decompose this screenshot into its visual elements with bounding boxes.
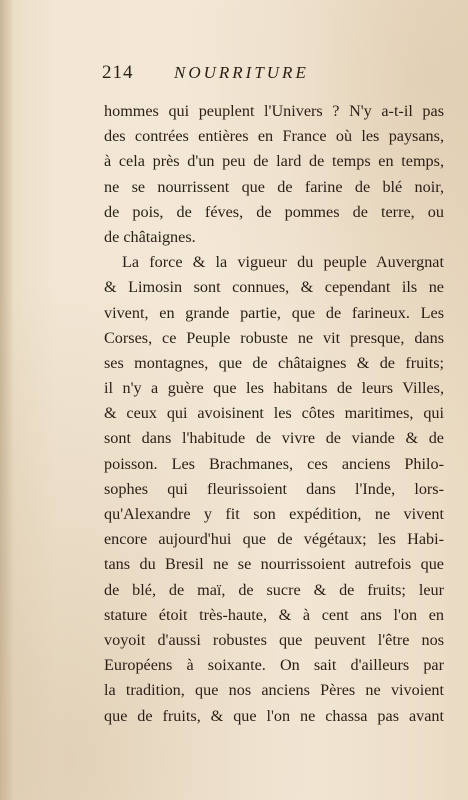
text-line: & Limosin sont connues, & cependant ils ne bbox=[104, 278, 444, 297]
page-number: 214 bbox=[102, 62, 134, 83]
text-line: de pois, de féves, de pommes de terre, ou bbox=[104, 202, 444, 221]
text-line: de châtaignes. bbox=[104, 227, 196, 246]
text-line: La force & la vigueur du peuple Auvergnat bbox=[122, 253, 444, 272]
text-line: encore aujourd'hui que de végétaux; les Habi- bbox=[104, 530, 444, 549]
text-line: des contrées entières en France où les paysans, bbox=[104, 127, 444, 146]
text-line: poisson. Les Brachmanes, ces anciens Philo- bbox=[104, 454, 444, 473]
text-line: sophes qui fleurissoient dans l'Inde, lors- bbox=[104, 479, 444, 498]
text-line: ne se nourrissent que de farine de blé noir, bbox=[104, 177, 444, 196]
running-title: NOURRITURE bbox=[174, 63, 309, 82]
text-line: qu'Alexandre y fit son expédition, ne vivent bbox=[104, 505, 444, 523]
text-line: il n'y a guère que les habitans de leurs Villes, bbox=[104, 379, 444, 398]
text-line: ses montagnes, que de châtaignes & de fruits; bbox=[104, 353, 444, 372]
text-line: tans du Bresil ne se nourrissoient autrefois que bbox=[104, 555, 444, 574]
text-line: Corses, ce Peuple robuste ne vit presque, dans bbox=[104, 328, 444, 347]
text-line: que de fruits, & que l'on ne chassa pas avant bbox=[104, 706, 444, 725]
text-line: & ceux qui avoisinent les côtes maritimes, qui bbox=[104, 404, 444, 423]
body-text bbox=[104, 99, 444, 729]
text-line: à cela près d'un peu de lard de temps en temps, bbox=[104, 152, 444, 171]
text-line: sont dans l'habitude de vivre de viande & de bbox=[104, 429, 444, 448]
text-line: Européens à soixante. On sait d'ailleurs par bbox=[104, 656, 444, 675]
page-gutter-shadow bbox=[0, 0, 14, 800]
page-header bbox=[102, 62, 442, 90]
text-line: de blé, de maï, de sucre & de fruits; leur bbox=[104, 580, 444, 599]
text-line: stature étoit très-haute, & à cent ans l'on en bbox=[104, 605, 444, 624]
text-line: hommes qui peuplent l'Univers ? N'y a-t-il pas bbox=[104, 102, 444, 120]
text-line: voyoit d'aussi robustes que peuvent l'être nos bbox=[104, 630, 444, 649]
text-line: vivent, en grande partie, que de farineux. Les bbox=[104, 303, 444, 322]
text-line: la tradition, que nos anciens Pères ne vivoient bbox=[104, 681, 444, 700]
